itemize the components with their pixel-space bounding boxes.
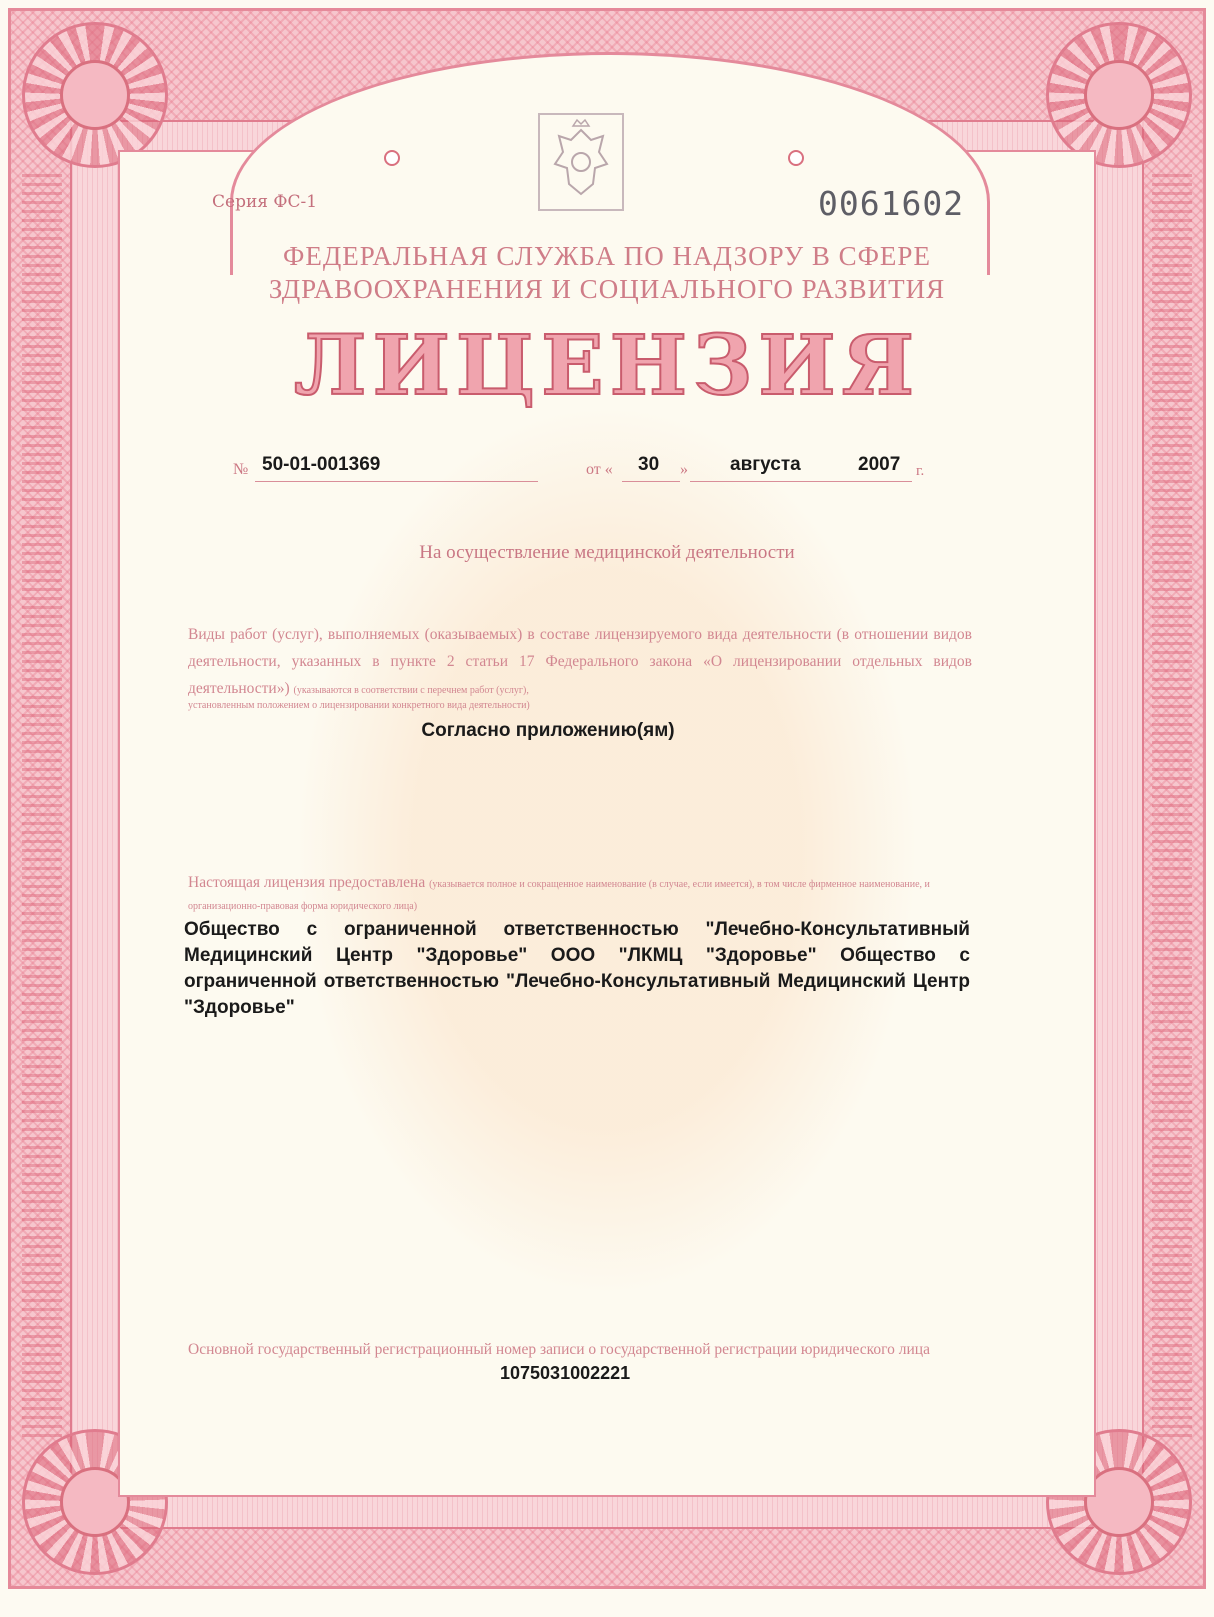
number-underline [255, 481, 538, 482]
right-ornament-band [1152, 170, 1192, 1437]
corner-rosette-top-left [22, 22, 168, 168]
document-title: ЛИЦЕНЗИЯ [293, 318, 921, 414]
grantee-name: Общество с ограниченной ответственностью "Лечебно-Консультативный Медицинский Центр "Здоровье" ООО "ЛКМЦ "Здоровье" Общество с ограниченной ответственностью "Лечебно-Консультативный Медицинский Центр "Здоровье" [184, 919, 970, 1018]
day-underline [622, 481, 680, 482]
month-year-underline [690, 481, 912, 482]
arch-dot-left [384, 150, 400, 166]
left-ornament-band [22, 170, 62, 1437]
series-label: Серия ФС-1 [212, 192, 318, 212]
ogrn-caption: Основной государственный регистрационный номер записи о государственной регистрации юридического лица [188, 1341, 930, 1358]
date-prefix: от « [586, 461, 613, 478]
works-caption-text: Виды работ (услуг), выполняемых (оказываемых) в составе лицензируемого вида деятельности (в отношении видов деятельности, указанных в пункте 2 статьи 17 Федерального закона «О лицензировании отдельных видов деятельности») [188, 626, 972, 697]
licensed-activity: На осуществление медицинской деятельности [419, 542, 795, 563]
series-number: 0061602 [818, 184, 965, 223]
works-caption [188, 621, 972, 704]
works-caption-note: установленным положением о лицензировании конкретного вида деятельности) [188, 700, 530, 711]
day-suffix: » [680, 461, 688, 478]
works-value: Согласно приложению(ям) [421, 720, 675, 741]
license-day: 30 [638, 454, 660, 475]
grantee-caption-text: Настоящая лицензия предоставлена [188, 874, 426, 891]
license-year: 2007 [858, 454, 901, 475]
arch-dot-right [788, 150, 804, 166]
year-suffix: г. [916, 463, 925, 479]
ogrn-number: 1075031002221 [500, 1363, 631, 1383]
issuer-name [180, 240, 1034, 306]
number-prefix: № [233, 461, 249, 478]
issuer-line-2: ЗДРАВООХРАНЕНИЯ И СОЦИАЛЬНОГО РАЗВИТИЯ [268, 274, 946, 304]
grantee-caption-note: (указывается полное и сокращенное наименование (в случае, если имеется), в том числе фирменное наименование, и организационно-правовая форма юридического лица) [188, 879, 930, 912]
works-caption-note-inline: (указываются в соответствии с перечнем работ (услуг), [293, 685, 529, 696]
grantee-caption [188, 873, 978, 917]
issuer-line-1: ФЕДЕРАЛЬНАЯ СЛУЖБА ПО НАДЗОРУ В СФЕРЕ [283, 241, 931, 271]
corner-rosette-top-right [1046, 22, 1192, 168]
coat-of-arms-icon [537, 112, 625, 212]
license-number: 50-01-001369 [262, 454, 381, 475]
license-month: августа [730, 454, 801, 475]
